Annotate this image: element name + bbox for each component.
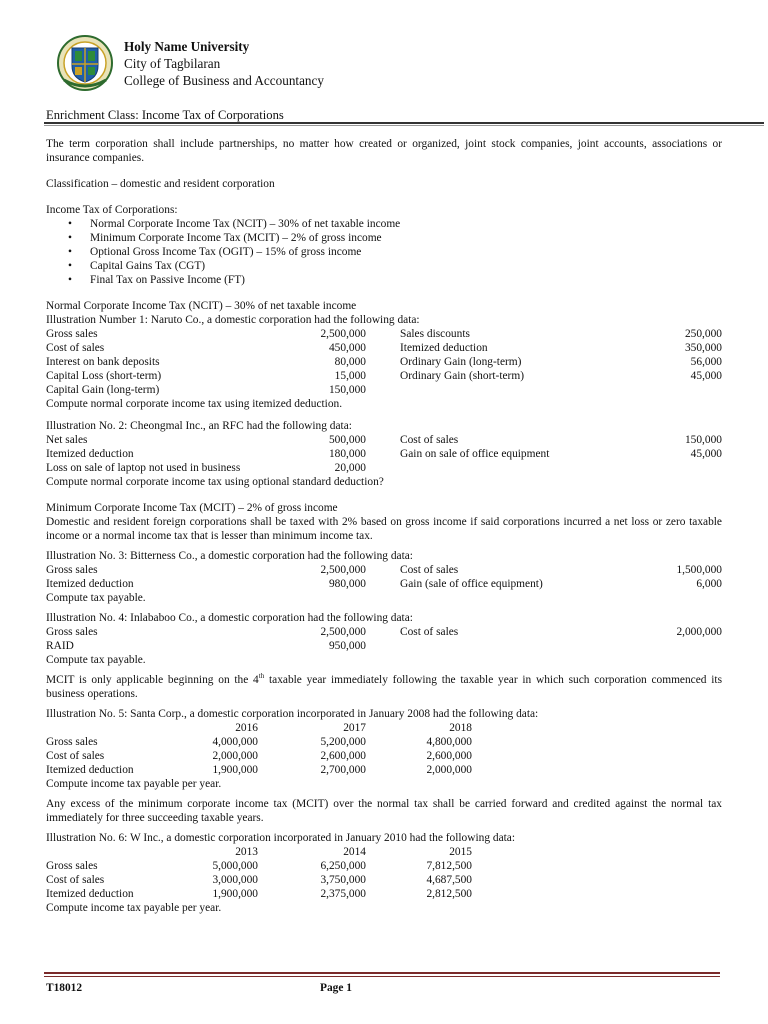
year-header: 2017 [343,722,366,734]
item-label: Cost of sales [46,342,105,354]
item-amount: 6,250,000 [320,860,366,872]
item-amount: 20,000 [334,462,366,474]
item-amount: 1,900,000 [212,764,258,776]
table-row [46,577,722,591]
ordinal-suffix: th [258,672,265,681]
item-label: Gross sales [46,860,98,872]
item-label: Loss on sale of laptop not used in business [46,462,241,474]
income-tax-list [46,217,722,287]
item-label: Itemized deduction [400,342,488,354]
table-row [46,887,722,901]
list-item: • Capital Gains Tax (CGT) [46,259,722,273]
item-amount: 80,000 [334,356,366,368]
item-amount: 4,000,000 [212,736,258,748]
item-label: Gross sales [46,328,98,340]
carry-forward-paragraph: Any excess of the minimum corporate income tax (MCIT) over the normal tax shall be carried forward and credited against the normal tax immediately for three succeeding taxable years. [46,798,722,824]
table-row [46,447,722,461]
year-header: 2015 [449,846,472,858]
table-row [46,639,722,653]
item-amount: 5,000,000 [212,860,258,872]
item-amount: 1,500,000 [676,564,722,576]
item-label: Gross sales [46,736,98,748]
item-amount: 2,500,000 [320,626,366,638]
item-label: Ordinary Gain (long-term) [400,356,522,368]
mcit-heading: Minimum Corporate Income Tax (MCIT) – 2% of gross income [46,502,338,514]
illustration-1-table [46,327,722,397]
item-amount: 980,000 [328,578,366,590]
item-amount: 2,600,000 [426,750,472,762]
applicability-text: taxable year immediately following the taxable year in which such corporation commenced its business operations. [46,674,723,700]
item-amount: 150,000 [328,384,366,396]
mcit-description: Domestic and resident foreign corporations shall be taxed with 2% based on gross income if said corporations incurred a net loss or zero taxable income or a normal income tax that is lesser than minimum income tax. [46,516,722,542]
list-item: • Final Tax on Passive Income (FT) [46,273,722,287]
item-label: Gross sales [46,564,98,576]
table-row [46,355,722,369]
city-name: City of Tagbilaran [124,56,221,71]
item-label: Capital Gain (long-term) [46,384,160,396]
list-item: • Normal Corporate Income Tax (NCIT) – 30% of net taxable income [46,217,722,231]
income-tax-heading: Income Tax of Corporations: [46,204,178,216]
item-amount: 2,000,000 [426,764,472,776]
item-amount: 6,000 [696,578,722,590]
item-amount: 2,700,000 [320,764,366,776]
year-header: 2013 [235,846,258,858]
item-label: Itemized deduction [46,578,134,590]
item-amount: 2,375,000 [320,888,366,900]
item-amount: 350,000 [684,342,722,354]
item-amount: 7,812,500 [426,860,472,872]
letterhead [56,34,716,104]
illustration-3-title: Illustration No. 3: Bitterness Co., a domestic corporation had the following data: [46,550,413,562]
footer-divider [44,972,720,975]
class-title: Enrichment Class: Income Tax of Corporations [46,108,284,122]
item-label: Cost of sales [46,750,105,762]
item-label: Capital Loss (short-term) [46,370,162,382]
applicability-text: MCIT is only applicable beginning on the 4 [46,674,259,686]
year-header: 2014 [343,846,366,858]
list-item: • Minimum Corporate Income Tax (MCIT) – 2% of gross income [46,231,722,245]
header-divider [44,122,764,126]
item-label: Gain (sale of office equipment) [400,578,543,590]
table-row [46,563,722,577]
item-amount: 4,800,000 [426,736,472,748]
table-row [46,763,722,777]
item-label: Cost of sales [400,434,459,446]
item-amount: 500,000 [328,434,366,446]
table-row [46,461,722,475]
table-row [46,859,722,873]
item-label: Itemized deduction [46,764,134,776]
item-label: Sales discounts [400,328,470,340]
list-item: • Optional Gross Income Tax (OGIT) – 15% of gross income [46,245,722,259]
item-amount: 5,200,000 [320,736,366,748]
document-code: T18012 [46,982,83,994]
table-row [46,369,722,383]
item-label: Itemized deduction [46,888,134,900]
item-amount: 180,000 [328,448,366,460]
item-amount: 3,000,000 [212,874,258,886]
item-amount: 15,000 [334,370,366,382]
item-amount: 2,812,500 [426,888,472,900]
illustration-5-title: Illustration No. 5: Santa Corp., a domestic corporation incorporated in January 2008 had the following data: [46,708,539,720]
table-row [46,873,722,887]
illustration-1-instruction: Compute normal corporate income tax using itemized deduction. [46,398,343,410]
illustration-3-table [46,563,722,591]
item-amount: 56,000 [690,356,722,368]
year-header-row [46,721,722,735]
item-amount: 2,000,000 [676,626,722,638]
illustration-3-instruction: Compute tax payable. [46,592,146,604]
intro-paragraph: The term corporation shall include partnerships, no matter how created or organized, joint stock companies, joint accounts, associations or insurance companies. [46,138,722,164]
illustration-6-instruction: Compute income tax payable per year. [46,902,222,914]
item-label: Gross sales [46,626,98,638]
item-amount: 45,000 [690,448,722,460]
illustration-4-instruction: Compute tax payable. [46,654,146,666]
item-label: Cost of sales [400,626,459,638]
item-amount: 3,750,000 [320,874,366,886]
university-name: Holy Name University [124,39,250,54]
item-label: Net sales [46,434,88,446]
year-header: 2016 [235,722,258,734]
table-row [46,383,722,397]
item-label: Gain on sale of office equipment [400,448,550,460]
table-row [46,341,722,355]
item-label: Cost of sales [400,564,459,576]
table-row [46,433,722,447]
illustration-1-title: Illustration Number 1: Naruto Co., a domestic corporation had the following data: [46,314,420,326]
item-amount: 4,687,500 [426,874,472,886]
illustration-4-table [46,625,722,653]
table-row [46,749,722,763]
year-header: 2018 [449,722,472,734]
mcit-applicability [46,673,722,701]
illustration-2-table [46,433,722,475]
illustration-2-instruction: Compute normal corporate income tax using optional standard deduction? [46,476,384,488]
illustration-6-title: Illustration No. 6: W Inc., a domestic corporation incorporated in January 2010 had the following data: [46,832,516,844]
item-label: Cost of sales [46,874,105,886]
year-header-row [46,845,722,859]
item-label: Itemized deduction [46,448,134,460]
item-amount: 2,500,000 [320,328,366,340]
classification-line: Classification – domestic and resident corporation [46,178,275,190]
item-amount: 950,000 [328,640,366,652]
item-amount: 45,000 [690,370,722,382]
footer-divider [44,976,720,977]
item-amount: 450,000 [328,342,366,354]
illustration-2-title: Illustration No. 2: Cheongmal Inc., an RFC had the following data: [46,420,352,432]
table-row [46,735,722,749]
item-amount: 2,600,000 [320,750,366,762]
item-label: Ordinary Gain (short-term) [400,370,524,382]
item-amount: 1,900,000 [212,888,258,900]
item-label: Interest on bank deposits [46,356,160,368]
item-amount: 250,000 [684,328,722,340]
ncit-heading: Normal Corporate Income Tax (NCIT) – 30% of net taxable income [46,300,357,312]
item-amount: 2,000,000 [212,750,258,762]
college-name: College of Business and Accountancy [124,73,324,88]
item-amount: 2,500,000 [320,564,366,576]
illustration-5-instruction: Compute income tax payable per year. [46,778,222,790]
illustration-5-table [46,721,722,777]
illustration-6-table [46,845,722,901]
illustration-4-title: Illustration No. 4: Inlababoo Co., a domestic corporation had the following data: [46,612,413,624]
table-row [46,327,722,341]
item-amount: 150,000 [684,434,722,446]
page-number: Page 1 [320,982,352,994]
item-label: RAID [46,640,74,652]
university-seal-icon [56,34,114,92]
document-body [46,137,722,915]
table-row [46,625,722,639]
